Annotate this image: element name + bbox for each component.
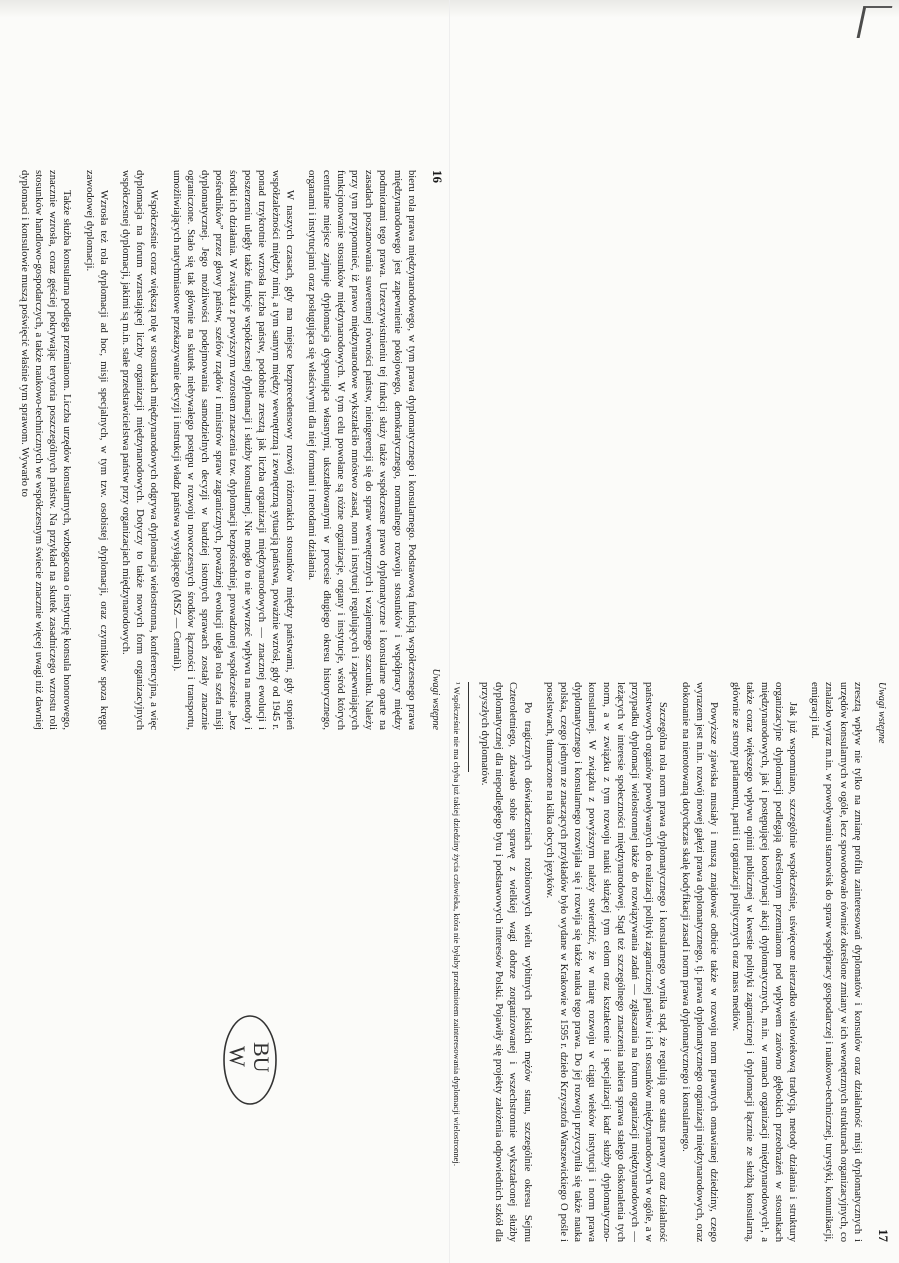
library-stamp xyxy=(210,1000,290,1120)
running-head-left: Uwagi wstępne xyxy=(430,668,441,730)
running-head-right: Uwagi wstępne xyxy=(876,682,887,744)
right-page-header xyxy=(874,682,890,1242)
corner-mark xyxy=(857,6,893,38)
paragraph: Także służba konsularna podlega przemianom. Liczba urzędów konsularnych, wzbogacona o instytucję konsula honorowego, znacznie wzrosła, coraz gęściej pokrywając terytoria poszczególnych państw. Na przykład na skutek zasadniczego wzrostu roli stosunków handlowo-gospodarczych, a także naukowo-technicznych we współczesnym świecie znacznie więcej uwagi niż dawniej dyplomaci i konsulowie muszą poświęcić właśnie tym sprawom. Wywarło to xyxy=(18,170,73,730)
left-page xyxy=(4,170,444,730)
paragraph: Wzrosła też rola dyplomacji ad hoc, misji specjalnych, w tym tzw. osobistej dyplomacji, oraz czynników spoza kręgu zawodowej dyplomacji. xyxy=(83,170,109,730)
page-number-left: 16 xyxy=(430,170,445,183)
stamp-text-2: W xyxy=(225,1046,250,1067)
paragraph: Współcześnie coraz większą rolę w stosunkach międzynarodowych odgrywa dyplomacja wielostronna, konferencyjna, a więc dyplomacja na forum wzrastającej liczby organizacji międzynarodowych. Dotyczy to także nowych form organizacyjnych współczesnej dyplomacji, jakimi są m.in. stałe przedstawicielstwa państw przy organizacjach międzynarodowych. xyxy=(119,170,160,730)
paragraph: Szczególna rola norm prawa dyplomatycznego i konsularnego wynika stąd, że regulują one status prawny oraz działalność państwowych organów powoływanych do realizacji polityki zagranicznej państw i ich stosunków międzynarodowych w ogóle, a w przypadku dyplomacji wielostronnej także do rozwiązywania zadań — zgłaszania na forum organizacji międzynarodowych — leżących w interesie społeczności międzynarodowej. Stąd też szczególnego znaczenia nabiera sprawa stałego doskonalenia tych norm, a w związku z tym rozwoju nauki służącej tym celom oraz kształcenie i specjalizacji kadr służby dyplomatyczno-konsularnej. W związku z powyższym należy stwierdzić, że w miarę rozwoju w ciągu wieków instytucji i norm prawa dyplomatycznego i konsularnego rozwijała się i rozwija się także nauka tego prawa. Do jej rozwoju przyczyniła się także nauka polska, czego jednym ze znaczących przykładów było wydane w Krakowie w 1595 r. dzieło Krzysztofa Warszewickiego O pośle i poselstwach, tłumaczone na kilka obcych języków. xyxy=(543,682,669,1242)
paragraph: bieru rola prawa międzynarodowego, w tym prawa dyplomatycznego i konsularnego. Podstawową funkcją współczesnego prawa międzynarodowego jest zapewnienie pokojowego, demokratycznego, normalnego rozwoju stosunków i współpracy między podmiotami tego prawa. Urzeczywistnieniu tej funkcji służy także współczesne prawo dyplomatyczne i konsularne oparte na zasadach poszanowania suwerennej równości państw, nieingerencji się do spraw wewnętrznych i wzajemnego szacunku. Należy przy tym przypomnieć, iż prawo międzynarodowe wykształciło mnóstwo zasad, norm i instytucji regulujących i zapewniających funkcjonowanie stosunków międzynarodowych. W tym celu powołane są różne organizacje, organy i instytucje, wśród których centralne miejsce zajmuje dyplomacja dysponująca własnymi, ukształtowanymi w procesie długiego okresu historycznego, organami i instytucjami oraz posługująca się właściwymi dla niej formami i metodami działania. xyxy=(306,170,417,730)
footnote: ¹ Współcześnie nie ma chyba już takiej dziedziny życia człowieka, która nie byłaby przedmiotem zainteresowania dyplomacji wielostronnej. xyxy=(451,682,462,1166)
footnote-rule xyxy=(468,682,469,772)
paragraph: Po tragicznych doświadczeniach rozbiorowych wielu wybitnych polskich mężów stanu, szczególnie okresu Sejmu Czteroletniego, zdawało sobie sprawę z wielkiej wagi dobrze zorganizowanej i wszechstronnie wykształconej służby dyplomatycznej dla niepodległego bytu i podstawowych interesów Polski. Pojawiły się projekty założenia odpowiednich szkół dla przyszłych dyplomatów. xyxy=(478,682,533,1242)
paragraph: zresztą wpływ nie tylko na zmianę profilu zainteresowań dyplomatów i konsulów oraz działalność misji dyplomatycznych i urzędów konsularnych w ogóle, lecz spowodowało również określone zmiany w ich wewnętrznych strukturach organizacyjnych, co znalazło wyraz m.in. w powoływaniu stanowisk do spraw współpracy gospodarczej i naukowo-technicznej, turystyki, komunikacji, emigracji itd. xyxy=(809,682,863,1242)
paragraph: Jak już wspomniano, szczególnie współcześnie, uświęcone nierzadko wielowiekową tradycją, metody działania i struktury organizacyjne dyplomacji podlegają określonym przemianom pod wpływem zarówno głębokich przeobrażeń w stosunkach międzynarodowych, jak i postępującej koordynacji akcji dyplomatycznych, m.in. w ramach organizacji międzynarodowych¹, a także coraz większego wpływu opinii publicznej w kwestie polityki zagranicznej i dyplomacji łącznie ze służbą konsularną, głównie ze strony parlamentu, partii i organizacji politycznych oraz mass mediów. xyxy=(730,682,798,1242)
right-page xyxy=(450,682,890,1242)
stamp-text-1: BU xyxy=(249,1042,274,1073)
stamp-icon xyxy=(210,1000,290,1120)
page-number-right: 17 xyxy=(876,1229,891,1242)
paragraph: W naszych czasach, gdy ma miejsce bezprecedensowy rozwój różnorakich stosunków między państwami, gdy stopień współzależności między nimi, a tym samym między wewnętrzną i zewnętrzną sytuacją państwa, poważnie wzrósł, gdy od 1945 r. ponad trzykrotnie wzrosła liczba państw, podobnie zresztą jak liczba organizacji międzynarodowych — znacznej ewolucji i poszerzeniu uległy także funkcje współczesnej dyplomacji i służby konsularnej. Nie mogło to nie wywrzeć wpływu na metody i środki ich działania. W związku z powyższym wzrostem znaczenia tzw. dyplomacji bezpośredniej, prowadzonej współcześnie „bez pośredników” przez głowy państw, szefów rządów i ministrów spraw zagranicznych, poważnej ewolucji uległa rola szefa misji dyplomatycznej. Jego możliwości podejmowania samodzielnych decyzji w bardziej istotnych sprawach zostały znacznie ograniczone. Stało się tak głównie na skutek niebywałego postępu w rozwoju nowoczesnych środków łączności i transportu, umożliwiających natychmiastowe przekazywanie decyzji i instrukcji władz państwa wysyłającego (MSZ — Centrali). xyxy=(170,170,296,730)
paragraph: Powyższe zjawiska musiały i muszą znajdować odbicie także w rozwoju norm prawnych omawianej dziedziny, czego wyrazem jest m.in. rozwój nowej gałęzi prawa dyplomatycznego, tj. prawa dyplomatycznego organizacji międzynarodowych, oraz dokonanie na nienotowaną dotychczas skalę kodyfikacji zasad i norm prawa dyplomatycznego i konsularnego. xyxy=(679,682,719,1242)
left-page-header xyxy=(428,170,444,730)
